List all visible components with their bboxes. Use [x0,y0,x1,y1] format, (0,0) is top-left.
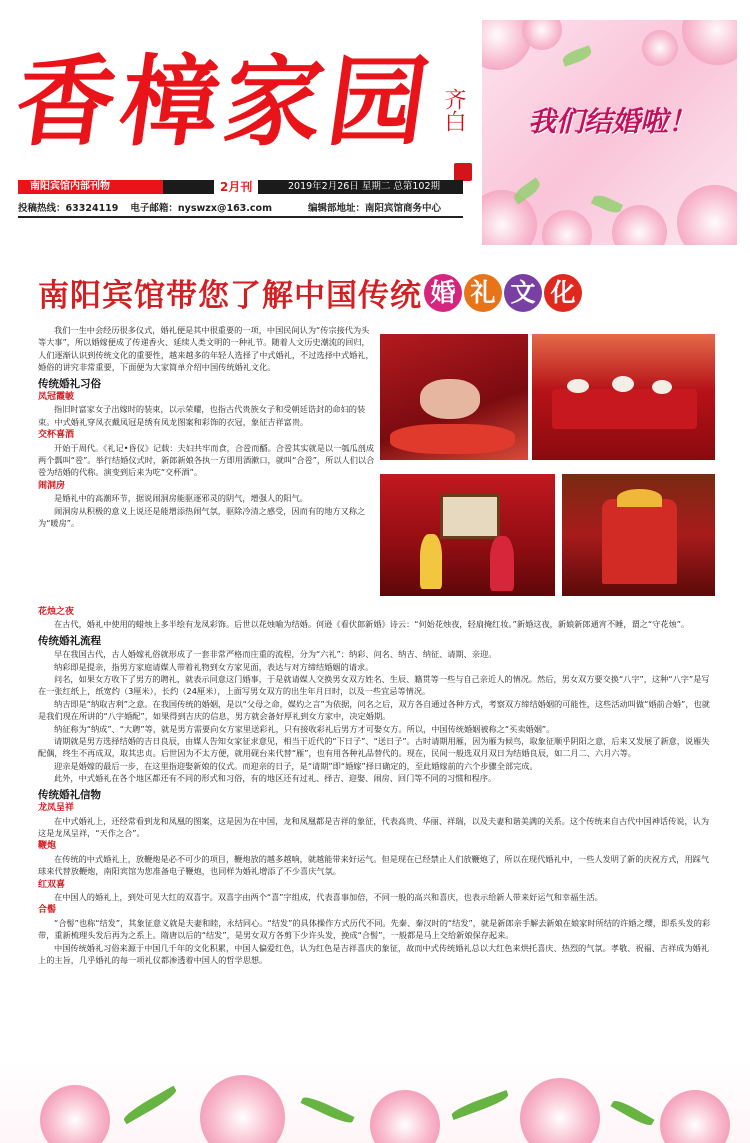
paragraph: 开始于周代。《礼记•昏仪》记载：夫妇共牢而食，合卺而醑。合卺其实就是以一瓠瓜剖成两个瓢叫“卺”。举行结婚仪式时，新郎新娘各执一方即用酒漱口，就叫“合卺”，所以人们以合卺为结婚的代称。演变到后来为吃“交杯酒”。 [38,442,375,478]
photo-collage [380,334,715,596]
photo-wedding-sedan [562,474,715,596]
hotline-label: 投稿热线： [18,203,66,214]
paragraph: 早在我国古代，古人婚嫁礼俗就形成了一套非常严格而庄重的流程，分为“六礼”：纳彩、问名、纳吉、纳征、请期、亲迎。 [54,649,497,660]
headline-circle-3: 文 [504,274,542,312]
subsection-title: 花烛之夜 [38,607,75,617]
header [0,0,750,250]
footer-flower-border [0,1060,750,1143]
photo-ceremony-hall [380,474,555,596]
address-label: 编辑部地址： [307,203,365,214]
paragraph: 指旧时富家女子出嫁时的装束，以示荣耀，也指古代贵族女子和受朝廷诰封的命妇的装束。中式婚礼穿凤衣戴凤冠是绣有凤龙图案和彩饰的衣冠，象征吉祥富贵。 [38,404,366,427]
paragraph: 是婚礼中的高潮环节，据说闹洞房能驱逐邪灵的阴气，增强人的阳气。 [54,493,308,504]
wedding-banner [482,20,737,245]
paragraph: 在中国人的婚礼上，到处可见大红的双喜字。双喜字由两个“喜”字组成，代表喜事加倍，不同一般的高兴和喜庆，也表示给新人带来好运气和幸福生活。 [54,891,603,902]
email-label: 电子邮箱： [130,203,178,214]
photo-wedding-table [532,334,715,460]
paragraph: 此外，中式婚礼在各个地区都还有不同的形式和习俗，有的地区还有过礼、择吉、迎娶、闹房、回门等不同的习惯和程序。 [54,773,497,784]
headline-circle-2: 礼 [464,274,502,312]
masthead [8,18,468,168]
paragraph: 问名，如果女方收下了男方的聘礼，就表示同意这门婚事，于是就请媒人交换男女双方姓名、生辰、籍贯等一些与自己亲近人的情况。然后，男女双方要交换“八字”，这种“八字”是写在一张红纸上，纸宽约（3厘米），长约（24厘米），上面写男女双方的出生年月日时，以及一些宜忌等情况。 [38,674,710,697]
headline-main: 南阳宾馆带您了解中国传统 [38,278,422,314]
masthead-title: 香樟家园 [8,45,441,160]
closing-paragraph: 中国传统婚礼习俗来源于中国几千年的文化积累，中国人偏爱红色，认为红色是吉祥喜庆的象征，故而中式传统婚礼总以大红色来烘托喜庆、热烈的气氛。孝敬、祝福、吉祥成为婚礼上的主旨，几乎婚礼的每一项礼仪都渗透着中国人的哲学思想。 [38,942,710,965]
address-value: 南阳宾馆商务中心 [364,203,441,214]
subsection-title: 合髻 [38,905,57,916]
hotline-value: 63324119 [65,203,119,214]
article-left-column [38,324,376,530]
paragraph: 纳征称为“纳成”、“大聘”等，就是男方需要向女方家里送彩礼，只有接收彩礼后男方才可娶女方。所以，中国传统婚姻被称之“买卖婚姻”。 [54,723,555,734]
headline [38,270,738,314]
email-value: nyswzx@163.com [177,203,272,214]
paragraph: 在传统的中式婚礼上，放鞭炮是必不可少的项目，鞭炮放的越多越响，就越能带来好运气。但是现在已经禁止人们放鞭炮了，所以在现代婚礼中，一些人发明了新的庆祝方式，用踩气球来代替放鞭炮，南阳宾馆为您准备电子鞭炮，也同样为婚礼增添了不少喜庆气氛。 [38,853,710,877]
monthly-label: 2月刊 [214,178,258,195]
paragraph: 纳吉即是“纳取吉利”之意。在我国传统的婚姻，是以“父母之命，媒妁之言”为依据，问名之后，双方各自通过各种方式，考察双方缔结婚姻的可能性，这些活动叫做“婚前合婚”，也就是我们现在所讲的“八字婚配”，如果得到吉庆的信息，男方就会备好厚礼到女方家中，决定婚期。 [38,698,710,722]
headline-circle-4: 化 [544,274,582,312]
divider [18,216,463,218]
paragraph: 纳彩即是提亲，指男方家庭请媒人带着礼物到女方家见面，表达与对方缔结婚姻的请求。 [54,661,374,672]
paragraph: 在中式婚礼上，还经常看到龙和凤凰的图案，这是因为在中国，龙和凤凰都是吉祥的象征，代表高贵、华丽、祥瑞，以及夫妻和谐美满的关系。这个传统来自古代中国神话传说，认为这是龙凤呈祥，“天作之合”。 [38,815,710,838]
section-customs-title: 传统婚礼习俗 [38,377,101,390]
calligraphy-signature: 齐白 [441,88,466,132]
contact-info [18,200,463,214]
paragraph: 迎亲是婚嫁的最后一步，在这里指迎娶新娘的仪式。而迎亲的日子，是“请期”即“婚嫁”择日确定的，至此婚嫁前的六个步骤全部完成。 [54,760,538,771]
issue-date: 2019年2月26日 星期二 总第102期 [288,181,440,192]
subsection-title: 交杯喜酒 [38,430,75,441]
section-tokens-title: 传统婚礼信物 [38,788,101,801]
subsection-title: 鞭炮 [38,841,57,852]
subsection-title: 龙凤呈祥 [38,803,75,814]
article-full-column [38,605,716,966]
subsection-title: 红双喜 [38,879,66,890]
photo-couple-hands [380,334,528,460]
subsection-title: 凤冠霞帔 [38,392,75,403]
banner-text: 我们结婚啦！ [527,105,696,138]
publication-label: 南阳宾馆内部刊物 [18,180,163,194]
paragraph: “合髻”也称“结发”，其象征意义就是夫妻和睦，永结同心。“结发”的具体操作方式历代不同。先秦、秦汉时的“结发”，就是新郎亲手解去新娘在娘家时所结的许婚之缨，即系头发的彩带，重新梳理头发后再为之系上。隋唐以后的“结发”，是男女双方各剪下少许头发，挽成“合髻”，一般都是马上交给新娘保存起来。 [38,917,711,941]
intro-paragraph: 我们一生中会经历很多仪式，婚礼便是其中很重要的一项，中国民间认为“传宗接代为头等大事”，所以婚嫁便成了传递香火、延续人类文明的一种礼节。随着人文历史潮流的回归，人们逐渐认识到传统文化的重要性，越来越多的年轻人选择了中式婚礼，不过选择中式婚礼，婚俗的讲究非常重要，下面便为大家简单介绍中国传统婚礼文化。 [38,325,374,373]
headline-circle-1: 婚 [424,274,462,312]
section-process-title: 传统婚礼流程 [38,634,101,647]
seal-stamp [454,163,472,181]
subsection-title: 闹洞房 [38,480,66,491]
paragraph: 闹洞房从积极的意义上说还是能增添热闹气氛，驱除冷清之感受，因而有的地方又称之为“暖房”。 [38,505,366,529]
issue-bar [18,180,463,194]
paragraph: 在古代，婚礼中使用的蜡烛上多半绘有龙凤彩饰。后世以花烛喻为结婚。何逊《看伏郎新婚》诗云：“何始花烛夜，轻扇掩红妆。”新婚这夜，新娘新郎通宵不睡，谓之“守花烛”。 [54,619,690,630]
paragraph: 请期就是男方选择结婚的吉日良辰，由媒人告知女家征求意见，相当于近代的“下日子”、“送日子”。古时请期用雁，因为雁为候鸟，取象征顺乎阴阳之意，后来又发展了新意，说雁失配偶，终生不再成双，取其忠贞。后世因为不太方便，就用砚台来代替“雁”，也有用各种礼品替代的。现在，民间一般选双月双日为结婚良辰，如二月二、六月六等。 [38,736,710,759]
